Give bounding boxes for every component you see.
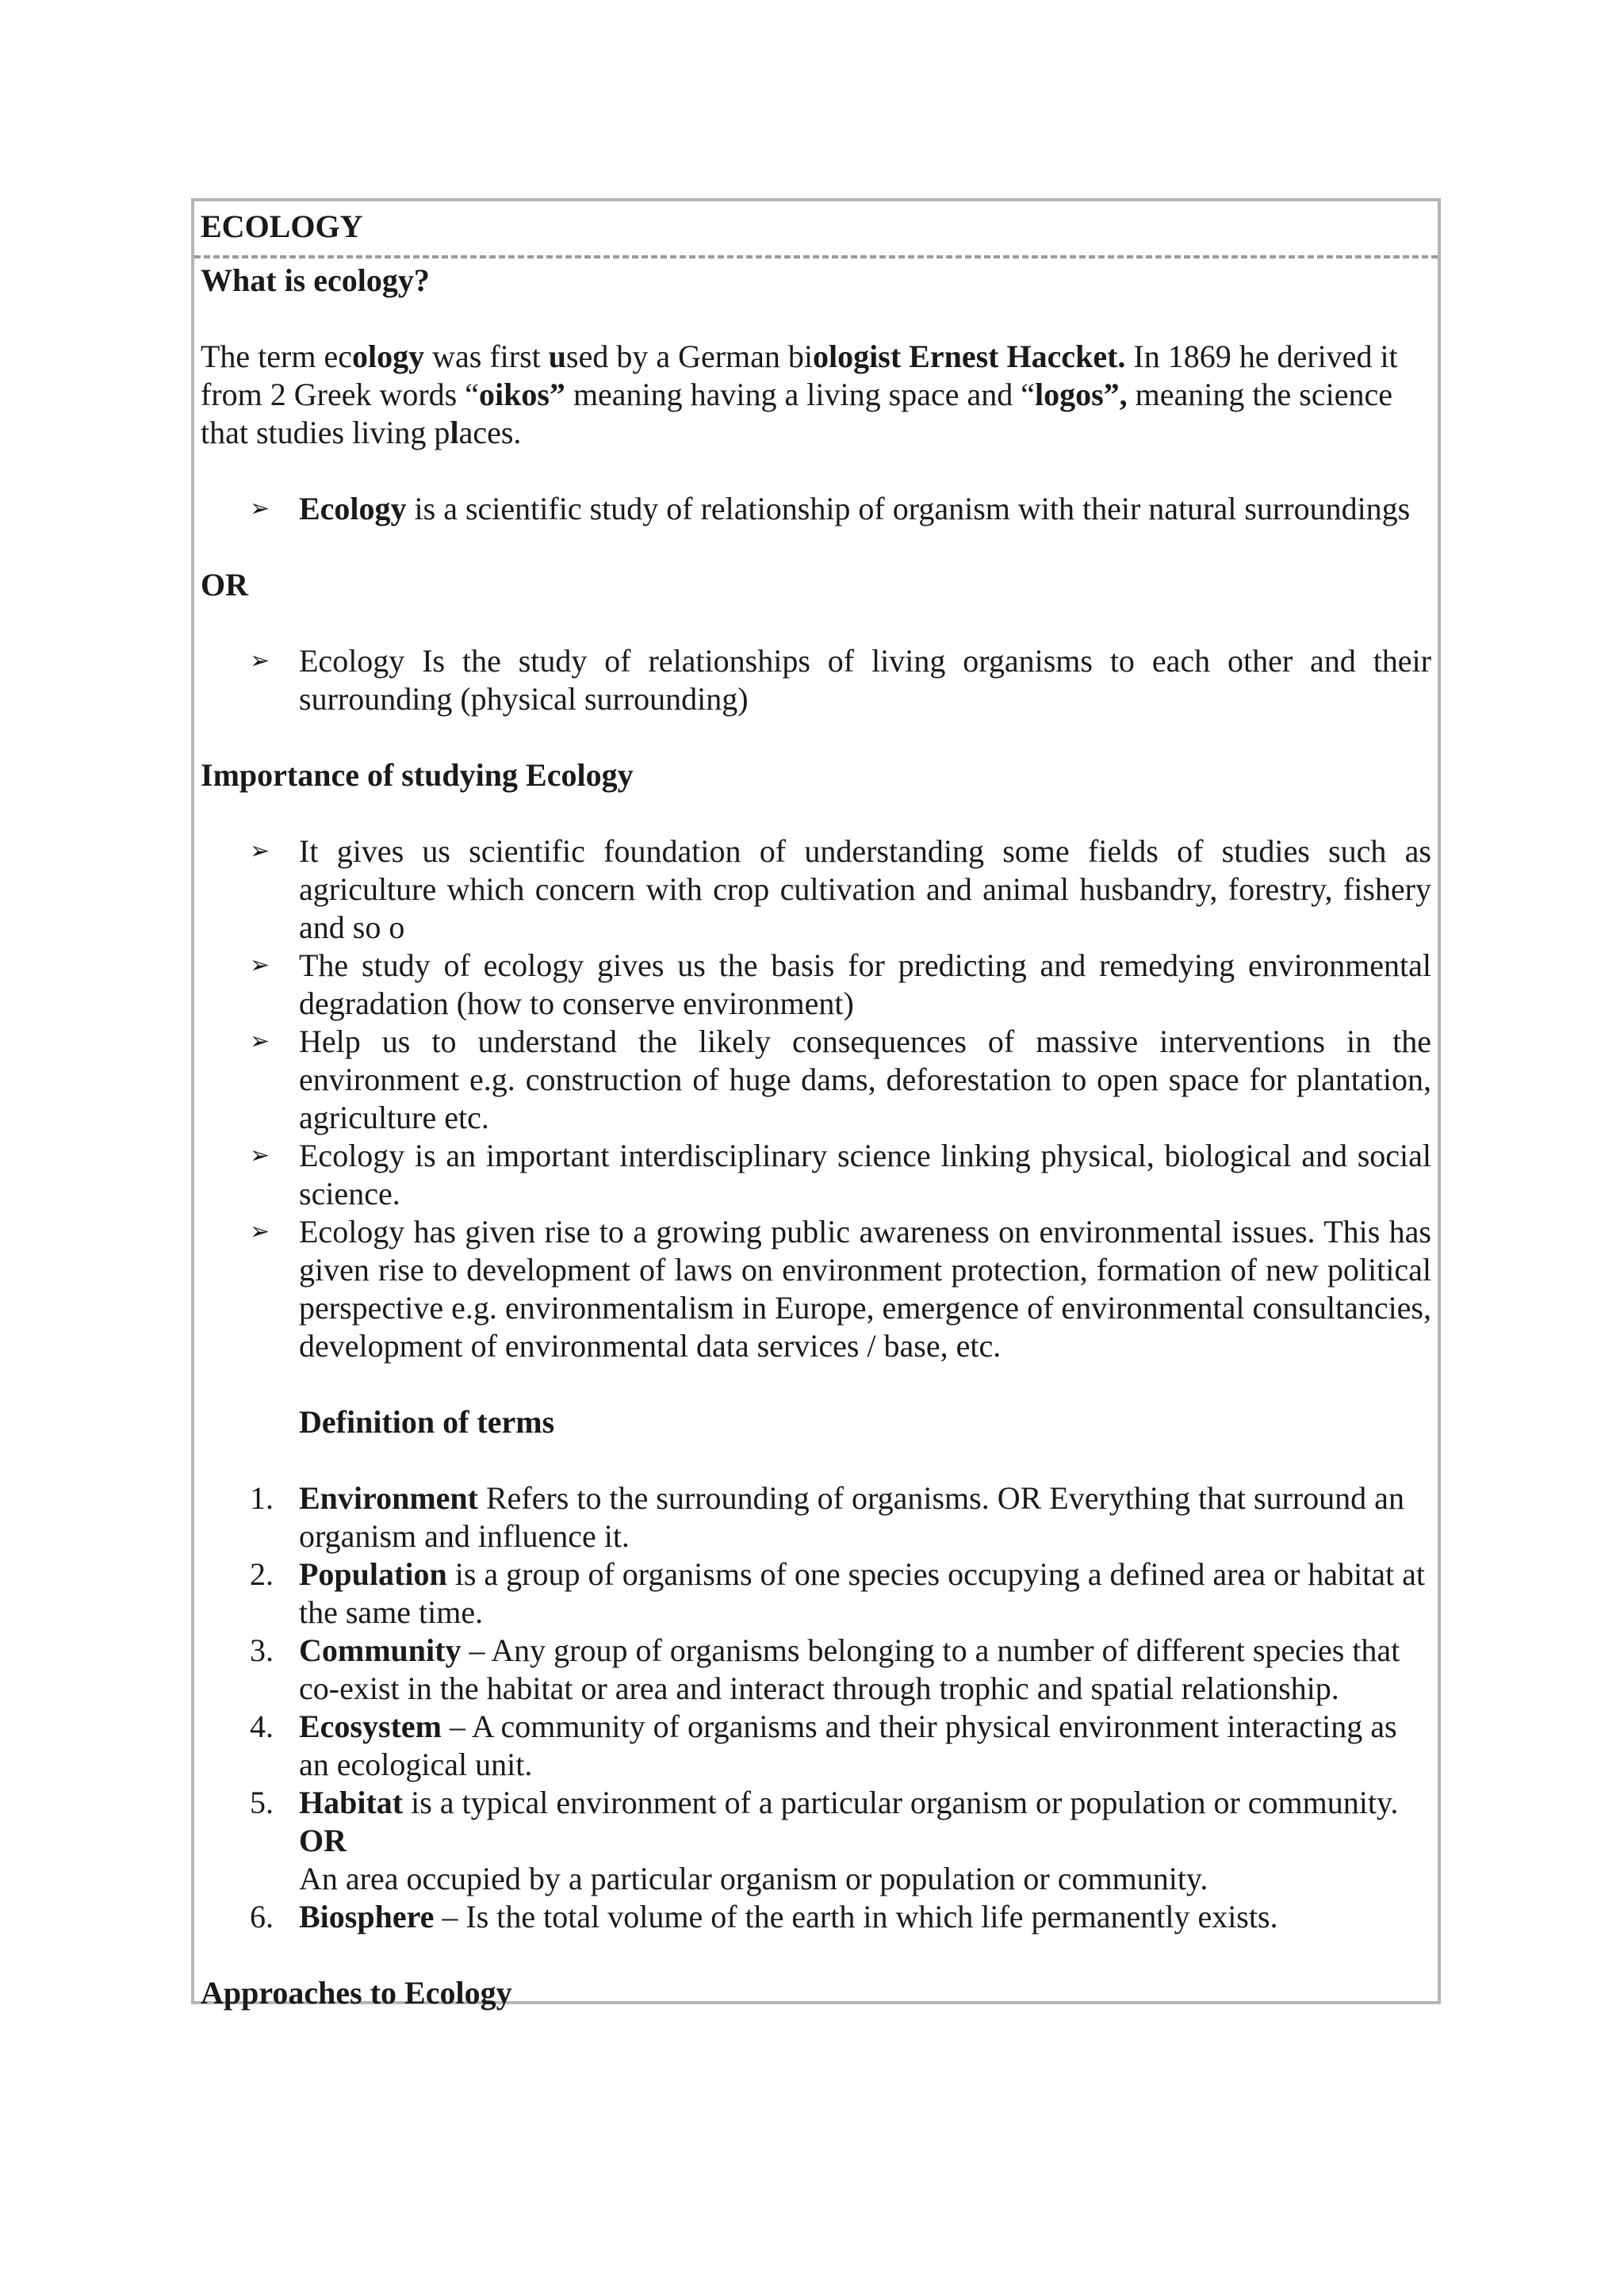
arrow-bullet-icon: ➢ <box>250 951 270 979</box>
term-item-6: 6. Biosphere – Is the total volume of the earth in which life permanently exists. <box>250 1899 1278 1934</box>
term-item-5-alt: An area occupied by a particular organism or population or community. <box>299 1861 1208 1896</box>
importance-item-3: ➢ Help us to understand the likely consequences of massive interventions in the environment e.g. construction of huge dams, deforestation to open space for plantation, agriculture etc. <box>250 1024 1431 1135</box>
arrow-bullet-icon: ➢ <box>250 1027 270 1055</box>
definition-bullet-1: ➢ Ecology is a scientific study of relationship of organism with their natural surroundings <box>250 491 1411 526</box>
arrow-bullet-icon: ➢ <box>250 1218 270 1246</box>
arrow-bullet-icon: ➢ <box>250 1142 270 1169</box>
document-title: ECOLOGY <box>201 209 363 244</box>
importance-item-4: ➢ Ecology is an important interdisciplinary science linking physical, biological and social science. <box>250 1138 1431 1211</box>
definition-bullet-2: ➢ Ecology Is the study of relationships of living organisms to each other and their surrounding (physical surrounding) <box>250 643 1431 717</box>
title-row <box>194 201 1438 258</box>
importance-item-5: ➢ Ecology has given rise to a growing public awareness on environmental issues. This has given rise to development of laws on environment protection, formation of new political perspective e.g. environmentalism in Europe, emergence of environmental consultancies, development of environmental data services / base, etc. <box>250 1214 1431 1364</box>
page-frame <box>191 198 1441 2011</box>
term-item-5: 5. Habitat is a typical environment of a particular organism or population or community. OR <box>250 1785 1399 1858</box>
or-label: OR <box>201 567 248 603</box>
intro-paragraph: The term ecology was first used by a German biologist Ernest Haccket. In 1869 he derived it from 2 Greek words “oikos” meaning having a living space and “logos”, meaning the science that studies living places. <box>201 339 1398 450</box>
term-item-4: 4. Ecosystem – A community of organisms and their physical environment interacting as an ecological unit. <box>250 1709 1397 1782</box>
arrow-bullet-icon: ➢ <box>250 837 270 865</box>
term-item-2: 2. Population is a group of organisms of one species occupying a defined area or habitat at the same time. <box>250 1556 1426 1630</box>
arrow-bullet-icon: ➢ <box>250 495 270 522</box>
importance-item-2: ➢ The study of ecology gives us the basis for predicting and remedying environmental degradation (how to conserve environment) <box>250 947 1431 1021</box>
term-item-1: 1. Environment Refers to the surrounding of organisms. OR Everything that surround an organism and influence it. <box>250 1480 1404 1554</box>
terms-heading: Definition of terms <box>299 1404 555 1440</box>
term-item-3: 3. Community – Any group of organisms belonging to a number of different species that co-exist in the habitat or area and interact through trophic and spatial relationship. <box>250 1632 1400 1706</box>
document-body <box>201 262 1431 2012</box>
approaches-heading: Approaches to Ecology <box>201 1975 512 2011</box>
importance-item-1: ➢ It gives us scientific foundation of understanding some fields of studies such as agriculture which concern with crop cultivation and animal husbandry, forestry, fishery and so o <box>250 833 1431 945</box>
arrow-bullet-icon: ➢ <box>250 647 270 675</box>
importance-heading: Importance of studying Ecology <box>201 757 634 793</box>
question-heading: What is ecology? <box>201 262 430 298</box>
